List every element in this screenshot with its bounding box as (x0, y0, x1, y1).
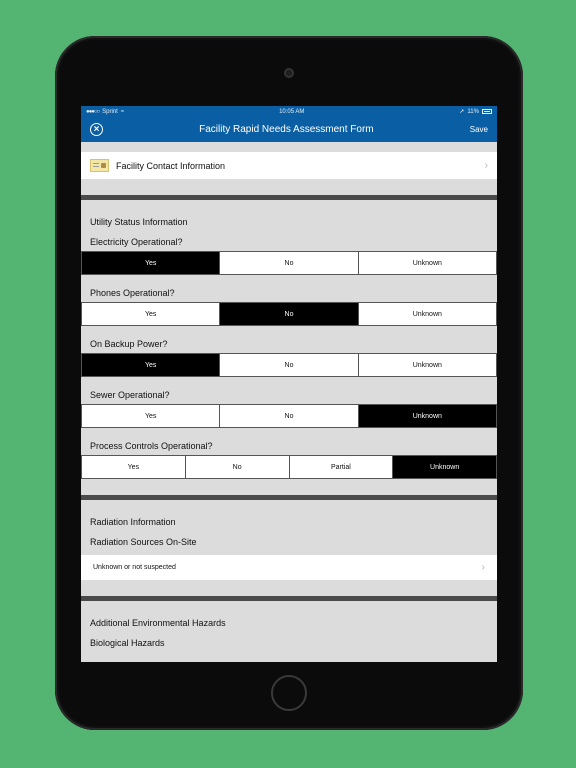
segment-unknown[interactable]: Unknown (359, 354, 496, 376)
carrier-label: Sprint (102, 108, 118, 115)
segment-yes[interactable]: Yes (82, 354, 220, 376)
wifi-icon: ≈ (120, 108, 125, 115)
biological-hazards-label: Biological Hazards (90, 638, 165, 648)
question-label: Electricity Operational? (90, 237, 183, 247)
segment-no[interactable]: No (220, 252, 358, 274)
question-label: Phones Operational? (90, 288, 175, 298)
segment-no[interactable]: No (220, 303, 358, 325)
segment-partial[interactable]: Partial (290, 456, 394, 478)
question-label: Sewer Operational? (90, 390, 170, 400)
location-icon: ➚ (459, 109, 465, 115)
close-icon[interactable]: × (90, 123, 103, 136)
radiation-sources-label: Radiation Sources On-Site (90, 537, 197, 547)
utility-section-header: Utility Status Information (90, 217, 188, 227)
clock: 10:05 AM (279, 108, 305, 115)
segment-yes[interactable]: Yes (82, 303, 220, 325)
environmental-section-header: Additional Environmental Hazards (90, 618, 226, 628)
signal-icon: ●●●○○ (86, 108, 100, 115)
status-bar (81, 106, 497, 117)
chevron-right-icon: › (484, 160, 488, 171)
segment-unknown[interactable]: Unknown (359, 405, 496, 427)
question-label: Process Controls Operational? (90, 441, 213, 451)
home-button[interactable] (271, 675, 307, 711)
id-card-icon (90, 159, 109, 172)
segment-no[interactable]: No (186, 456, 290, 478)
status-right (459, 108, 492, 115)
utility-questions (81, 230, 497, 479)
radiation-section-header: Radiation Information (90, 517, 176, 527)
segment-unknown[interactable]: Unknown (393, 456, 496, 478)
page-title: Facility Rapid Needs Assessment Form (199, 124, 374, 135)
app-screen (81, 106, 497, 662)
battery-icon (482, 109, 492, 114)
segment-yes[interactable]: Yes (82, 252, 220, 274)
segmented-control (81, 353, 497, 377)
segmented-control (81, 404, 497, 428)
battery-percent: 11% (467, 108, 479, 115)
segment-unknown[interactable]: Unknown (359, 303, 496, 325)
camera-icon (284, 68, 294, 78)
radiation-sources-value: Unknown or not suspected (93, 564, 176, 571)
spacer (81, 479, 497, 495)
segment-unknown[interactable]: Unknown (359, 252, 496, 274)
spacer (81, 180, 497, 195)
chevron-right-icon: › (481, 562, 485, 573)
facility-contact-row[interactable] (81, 151, 497, 180)
radiation-sources-select[interactable] (81, 555, 497, 580)
status-left (86, 109, 124, 115)
segmented-control (81, 302, 497, 326)
segment-no[interactable]: No (220, 354, 358, 376)
segmented-control (81, 251, 497, 275)
segmented-control (81, 455, 497, 479)
facility-contact-label: Facility Contact Information (116, 160, 226, 171)
spacer (81, 142, 497, 151)
spacer (81, 580, 497, 596)
nav-bar (81, 117, 497, 142)
segment-yes[interactable]: Yes (82, 405, 220, 427)
segment-no[interactable]: No (220, 405, 358, 427)
segment-yes[interactable]: Yes (82, 456, 186, 478)
question-label: On Backup Power? (90, 339, 168, 349)
save-button[interactable]: Save (469, 125, 488, 134)
